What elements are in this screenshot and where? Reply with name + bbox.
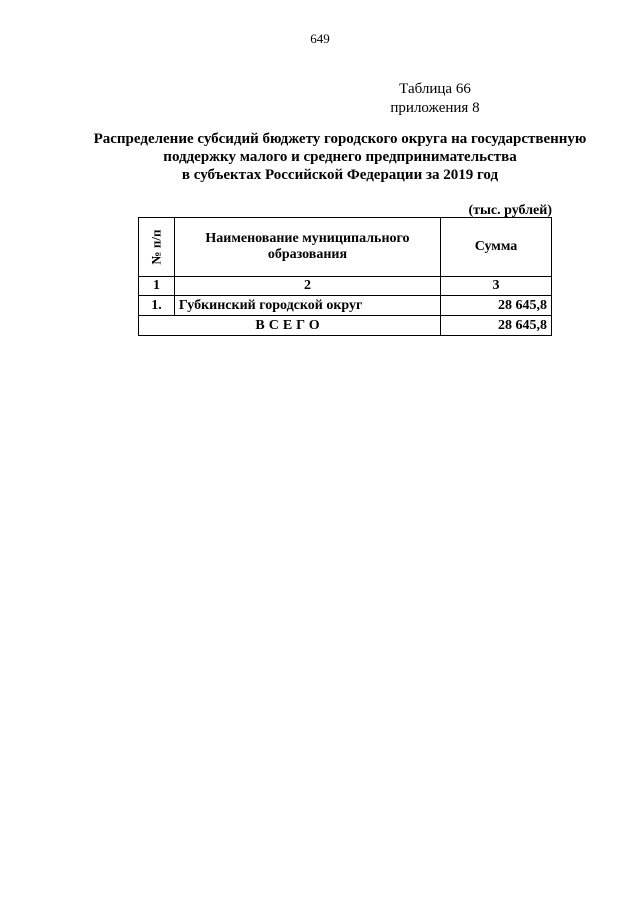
table-row (139, 296, 552, 316)
row-num: 1. (139, 296, 175, 316)
header-num-text: № п/п (148, 229, 164, 264)
header-name: Наименование муниципального образования (174, 218, 440, 277)
column-number-1: 1 (139, 277, 175, 296)
column-number-3: 3 (441, 277, 552, 296)
column-number-2: 2 (174, 277, 440, 296)
header-num (139, 218, 175, 277)
title-line-2: поддержку малого и среднего предпринимательства (163, 149, 517, 165)
page-number: 649 (310, 31, 330, 46)
column-number-row (139, 277, 552, 296)
total-label: ВСЕГО (139, 316, 441, 336)
unit-label: (тыс. рублей) (468, 203, 552, 218)
row-sum: 28 645,8 (441, 296, 552, 316)
table-label (360, 80, 510, 118)
table-label-number: Таблица 66 (399, 81, 471, 97)
subsidy-table (138, 217, 552, 336)
row-name: Губкинский городской округ (174, 296, 440, 316)
header-sum: Сумма (441, 218, 552, 277)
title-line-3: в субъектах Российской Федерации за 2019 год (181, 167, 499, 183)
total-sum: 28 645,8 (441, 316, 552, 336)
table-label-appendix: приложения 8 (390, 100, 480, 116)
table-header-row (139, 218, 552, 277)
title-line-1: Распределение субсидий бюджету городского округа на государственную (93, 131, 587, 147)
total-row (139, 316, 552, 336)
document-title (80, 130, 600, 184)
